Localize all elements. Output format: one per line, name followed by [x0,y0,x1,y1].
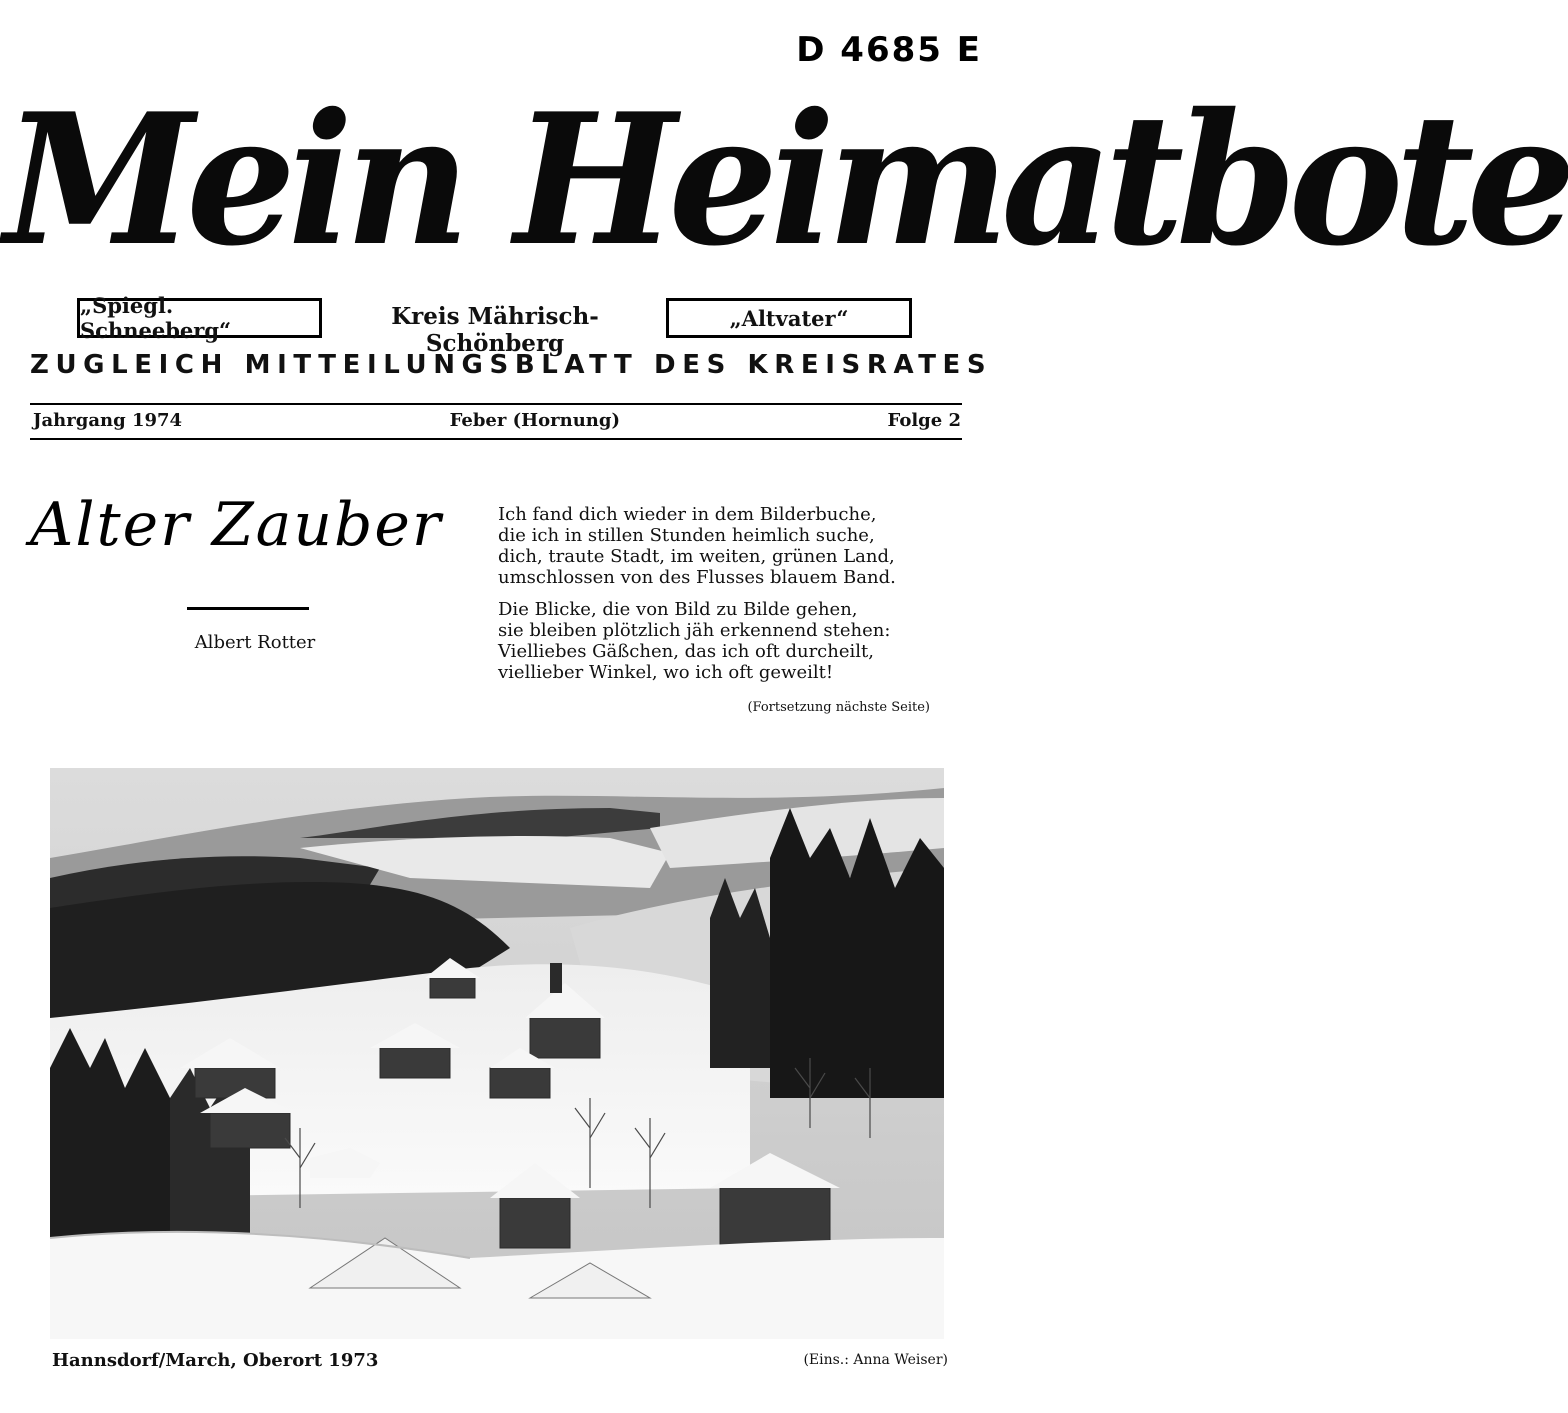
issue-month: Feber (Hornung) [449,410,620,431]
poem-line: Ich fand dich wieder in dem Bilderbuche, [498,504,877,525]
region-box-right [666,298,912,338]
poem-stanza [498,504,948,588]
bottom-rule [30,438,962,440]
region-box-left-label: „Spiegl. Schneeberg“ [80,293,232,343]
poem-author: Albert Rotter [194,632,316,653]
poem-title: Alter Zauber [30,490,443,560]
issue-number: Folge 2 [887,410,961,431]
issue-volume: Jahrgang 1974 [33,410,183,431]
publication-code: D 4685 E [796,30,982,70]
subtitle: ZUGLEICH MITTEILUNGSBLATT DES KREISRATES [30,350,993,380]
poem-line: Die Blicke, die von Bild zu Bilde gehen, [498,599,858,620]
title-divider [187,607,309,610]
issue-line [33,410,961,431]
photo-caption: Hannsdorf/March, Oberort 1973 [52,1350,379,1371]
photo-credit: (Eins.: Anna Weiser) [803,1352,948,1368]
poem-stanza [498,599,948,683]
masthead-title: Mein Heimatbote [4,72,1568,287]
poem-line: viellieber Winkel, wo ich oft geweilt! [498,662,834,683]
poem-line: dich, traute Stadt, im weiten, grünen Land, [498,546,895,567]
poem-body [498,504,948,694]
region-box-right-label: „Altvater“ [729,305,849,331]
top-rule [30,403,962,405]
winter-village-photo [50,768,944,1339]
continuation-note: (Fortsetzung nächste Seite) [747,700,930,715]
village-photo [50,768,944,1339]
poem-line: umschlossen von des Flusses blauem Band. [498,567,896,588]
poem-line: sie bleiben plötzlich jäh erkennend stehen: [498,620,891,641]
poem-line: Vielliebes Gäßchen, das ich oft durcheilt, [498,641,874,662]
region-box-left [77,293,322,343]
region-name: Kreis Mährisch-Schönberg [391,303,599,357]
poem-line: die ich in stillen Stunden heimlich suche, [498,525,875,546]
